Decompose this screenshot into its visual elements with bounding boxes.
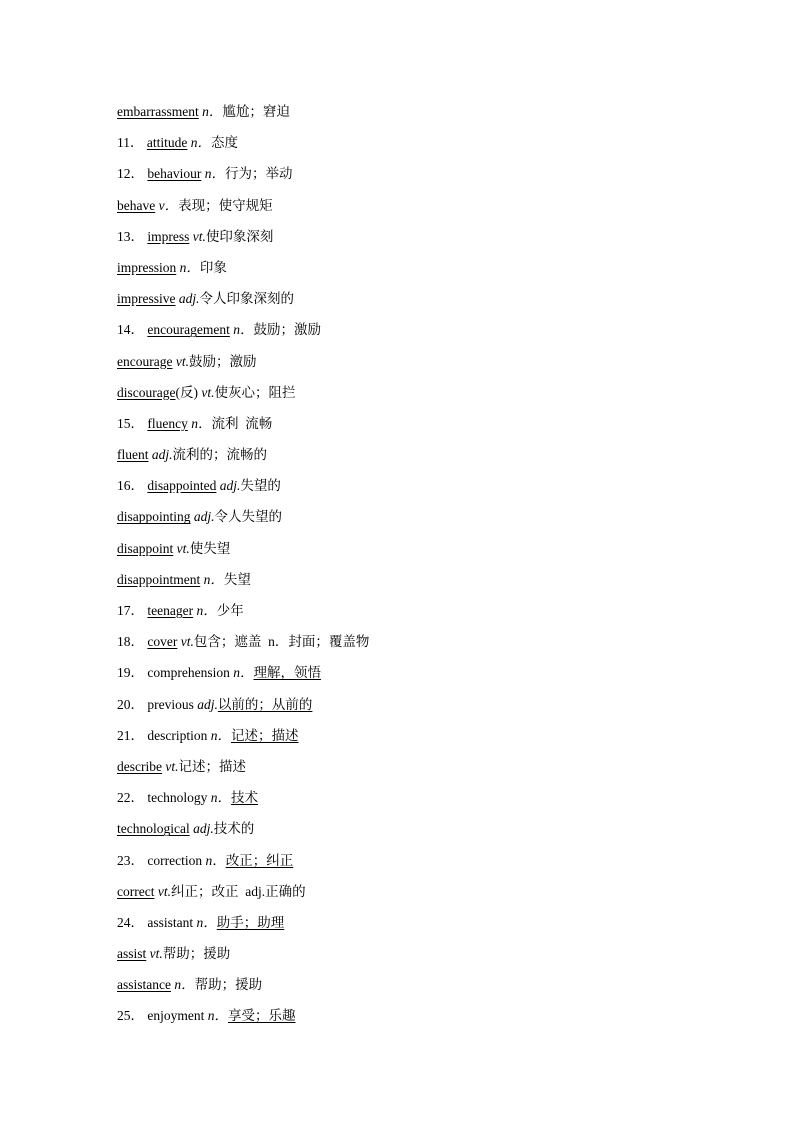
- chinese-meaning: 表现；使守规矩: [178, 197, 273, 213]
- english-word: impressive: [117, 291, 176, 307]
- part-of-speech: n．: [196, 914, 217, 930]
- part-of-speech: n．: [196, 603, 217, 618]
- item-number: 23．: [117, 852, 148, 868]
- part-of-speech: adj.: [197, 696, 218, 712]
- part-of-speech: vt.: [149, 946, 163, 962]
- vocab-line: [117, 600, 717, 631]
- chinese-meaning: 尴尬；窘迫: [222, 104, 290, 119]
- chinese-meaning: 享受；乐趣: [228, 1008, 296, 1024]
- part-of-speech: v．: [158, 197, 179, 213]
- english-word: attitude: [146, 135, 188, 151]
- item-number: 22．: [117, 790, 148, 806]
- part-of-speech: adj.: [178, 291, 200, 307]
- vocab-line: [117, 943, 717, 974]
- chinese-meaning: 鼓励；激励: [253, 322, 321, 338]
- vocab-line: [117, 912, 717, 943]
- vocab-line: [117, 506, 717, 537]
- chinese-meaning: 记述；描述: [231, 727, 299, 743]
- vocab-line: [117, 756, 717, 787]
- part-of-speech: vt.: [180, 634, 194, 650]
- vocab-line: [117, 475, 717, 506]
- item-number: 15．: [117, 415, 148, 431]
- english-word: assistant: [147, 914, 194, 930]
- english-word: impress: [147, 228, 190, 244]
- item-number: 14．: [117, 322, 148, 338]
- vocab-line: [117, 631, 717, 662]
- part-of-speech: n．: [210, 727, 231, 743]
- item-number: 20．: [117, 696, 148, 712]
- item-number: 12．: [117, 166, 148, 182]
- chinese-meaning: 行为；举动: [224, 166, 293, 182]
- vocab-line: [117, 974, 717, 1005]
- vocab-line: [117, 538, 717, 569]
- english-word: fluency: [147, 415, 188, 431]
- part-of-speech: n．: [210, 790, 231, 806]
- item-number: 25．: [117, 1008, 148, 1024]
- part-of-speech: n．: [179, 259, 200, 275]
- english-word: discourage: [117, 384, 176, 400]
- english-word: disappointment: [117, 571, 201, 587]
- chinese-meaning: 帮助；援助: [194, 977, 263, 993]
- part-of-speech: vt.: [157, 883, 171, 899]
- item-number: 16．: [117, 478, 148, 494]
- chinese-meaning: 助手；助理: [216, 914, 285, 930]
- english-word: encouragement: [147, 322, 230, 338]
- english-word: behaviour: [147, 166, 202, 182]
- chinese-meaning: 令人印象深刻的: [199, 291, 295, 307]
- vocab-line: [117, 163, 717, 194]
- vocab-line: [117, 195, 717, 226]
- item-number: 19．: [117, 665, 148, 681]
- part-of-speech: n．: [205, 852, 226, 868]
- english-word: assistance: [117, 977, 171, 993]
- part-of-speech: n．: [174, 977, 195, 993]
- english-word: describe: [117, 758, 162, 774]
- vocab-line: [117, 413, 717, 444]
- item-number: 24．: [117, 914, 148, 930]
- chinese-meaning: 包含；遮盖 n．封面；覆盖物: [193, 634, 370, 650]
- english-word: enjoyment: [147, 1008, 205, 1024]
- chinese-meaning: 失望的: [240, 478, 281, 494]
- english-word: cover: [147, 634, 178, 650]
- english-word: previous: [147, 696, 194, 712]
- chinese-meaning: 失望: [223, 571, 251, 587]
- vocab-line: [117, 881, 717, 912]
- item-number: 11．: [117, 135, 147, 151]
- english-word: encourage: [117, 353, 173, 369]
- chinese-meaning: 少年: [216, 603, 244, 618]
- vocab-line: [117, 1005, 717, 1036]
- chinese-meaning: 印象: [199, 259, 227, 275]
- english-word: description: [147, 727, 208, 743]
- item-number: 21．: [117, 727, 148, 743]
- chinese-meaning: 以前的；从前的: [217, 696, 313, 712]
- vocab-line: [117, 101, 717, 132]
- english-word: correct: [117, 883, 155, 899]
- vocab-line: [117, 787, 717, 818]
- vocab-line: [117, 694, 717, 725]
- part-of-speech: n．: [204, 166, 225, 182]
- vocab-line: [117, 319, 717, 350]
- item-number: 13．: [117, 228, 148, 244]
- english-word: technological: [117, 821, 190, 837]
- vocab-line: [117, 382, 717, 413]
- chinese-meaning: 记述；描述: [178, 758, 246, 774]
- chinese-meaning: 流利 流畅: [211, 415, 273, 431]
- chinese-meaning: 理解，领悟: [253, 665, 321, 681]
- chinese-meaning: 技术: [231, 790, 258, 806]
- vocab-line: [117, 662, 717, 693]
- part-of-speech: vt.: [165, 758, 179, 774]
- chinese-meaning: 纠正；改正 adj.正确的: [170, 883, 306, 899]
- chinese-meaning: 技术的: [213, 821, 255, 837]
- chinese-meaning: 态度: [211, 135, 238, 151]
- chinese-meaning: 帮助；援助: [162, 946, 231, 962]
- chinese-meaning: 鼓励；激励: [188, 353, 257, 369]
- part-of-speech: adj.: [219, 478, 241, 494]
- vocabulary-list: [117, 101, 717, 1037]
- vocab-line: [117, 725, 717, 756]
- vocab-line: [117, 569, 717, 600]
- part-of-speech: n．: [233, 322, 254, 338]
- english-word: impression: [117, 259, 177, 275]
- vocab-line: [117, 132, 717, 163]
- chinese-meaning: 使失望: [189, 540, 231, 556]
- english-word: assist: [117, 946, 147, 962]
- part-of-speech: n．: [203, 571, 224, 587]
- english-word: disappoint: [117, 540, 174, 556]
- part-of-speech: vt.: [175, 353, 189, 369]
- vocab-line: [117, 444, 717, 475]
- part-of-speech: vt.: [192, 228, 206, 244]
- vocab-line: [117, 226, 717, 257]
- vocab-line: [117, 818, 717, 849]
- english-word: fluent: [117, 447, 149, 463]
- chinese-meaning: 流利的；流畅的: [172, 447, 268, 463]
- part-of-speech: adj.: [151, 447, 173, 463]
- part-of-speech: n．: [190, 135, 211, 151]
- english-word: embarrassment: [117, 104, 199, 119]
- part-of-speech: n．: [202, 104, 223, 119]
- english-word: correction: [147, 852, 203, 868]
- chinese-meaning: 令人失望的: [214, 509, 283, 525]
- part-of-speech: adj.: [193, 821, 214, 837]
- vocab-line: [117, 257, 717, 288]
- part-of-speech: vt.: [176, 540, 190, 556]
- english-word: disappointing: [117, 509, 191, 525]
- vocab-line: [117, 288, 717, 319]
- vocab-line: [117, 351, 717, 382]
- chinese-meaning: 改正；纠正: [225, 852, 294, 868]
- part-of-speech: adj.: [193, 509, 215, 525]
- chinese-meaning: 使印象深刻: [205, 228, 274, 244]
- word-note: (反): [175, 384, 198, 400]
- english-word: technology: [147, 790, 208, 806]
- item-number: 18．: [117, 634, 148, 650]
- vocab-line: [117, 850, 717, 881]
- item-number: 17．: [117, 603, 148, 618]
- part-of-speech: vt.: [201, 384, 215, 400]
- chinese-meaning: 使灰心；阻拦: [214, 384, 296, 400]
- part-of-speech: n．: [207, 1008, 228, 1024]
- english-word: disappointed: [147, 478, 217, 494]
- english-word: teenager: [147, 603, 194, 618]
- english-word: comprehension: [147, 665, 230, 681]
- part-of-speech: n．: [191, 415, 212, 431]
- english-word: behave: [117, 197, 156, 213]
- part-of-speech: n．: [233, 665, 254, 681]
